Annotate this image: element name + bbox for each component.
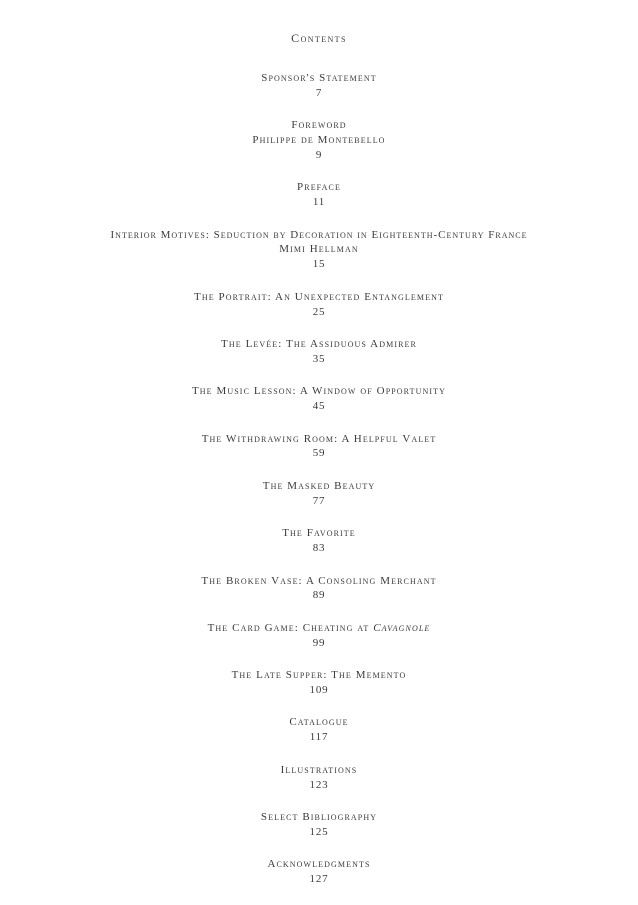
toc-entry-page: 59 xyxy=(312,447,326,460)
toc-entry-page: 35 xyxy=(312,352,326,365)
toc-entry-the-favorite xyxy=(0,526,638,556)
toc-entry-author: Mimi Hellman xyxy=(279,243,359,256)
toc-entry-page: 123 xyxy=(309,778,329,791)
toc-entry-title: Select Bibliography xyxy=(260,811,378,824)
toc-entry-catalogue xyxy=(0,715,638,745)
toc-entry-the-card-game xyxy=(0,621,638,651)
toc-entry-page: 83 xyxy=(312,542,326,555)
toc-entry-title: The Broken Vase: A Consoling Merchant xyxy=(201,574,437,587)
toc-entry-select-bibliography xyxy=(0,810,638,840)
toc-entry-page: 117 xyxy=(309,731,329,744)
toc-entry-title: The Favorite xyxy=(282,527,356,540)
toc-entry-page: 25 xyxy=(312,305,326,318)
toc-entry-title: The Levée: The Assiduous Admirer xyxy=(221,338,417,351)
toc-entry-the-levee xyxy=(0,337,638,367)
toc-entry-title: The Late Supper: The Memento xyxy=(231,669,407,682)
toc-entry-foreword xyxy=(0,118,638,163)
toc-entry-title-text: The Card Game: Cheating at xyxy=(207,621,374,634)
toc-entry-preface xyxy=(0,180,638,210)
toc-entry-title: Acknowledgments xyxy=(267,858,371,871)
toc-entry-the-portrait xyxy=(0,290,638,320)
toc-entry-the-withdrawing-room xyxy=(0,432,638,462)
toc-entry-author: Philippe de Montebello xyxy=(252,134,386,147)
toc-entry-page: 109 xyxy=(309,683,329,696)
toc-entry-title: Illustrations xyxy=(280,763,358,776)
toc-entry-the-music-lesson xyxy=(0,384,638,414)
toc-entry-title-italic: Cavagnole xyxy=(373,621,431,634)
table-of-contents xyxy=(0,71,638,905)
toc-entry-title: The Masked Beauty xyxy=(262,479,376,492)
toc-entry-page: 99 xyxy=(312,636,326,649)
toc-entry-page: 15 xyxy=(312,258,326,271)
toc-entry-page: 125 xyxy=(309,825,329,838)
toc-entry-acknowledgments xyxy=(0,857,638,887)
toc-entry-the-masked-beauty xyxy=(0,479,638,509)
toc-entry-page: 77 xyxy=(312,494,326,507)
toc-entry-title xyxy=(0,621,638,636)
toc-entry-page: 7 xyxy=(315,86,323,99)
toc-entry-the-late-supper xyxy=(0,668,638,698)
toc-entry-page: 45 xyxy=(312,400,326,413)
toc-entry-interior-motives xyxy=(0,228,638,273)
toc-entry-page: 89 xyxy=(312,589,326,602)
toc-entry-title: The Withdrawing Room: A Helpful Valet xyxy=(201,432,437,445)
toc-entry-title: The Music Lesson: A Window of Opportunity xyxy=(191,385,447,398)
toc-entry-illustrations xyxy=(0,763,638,793)
toc-entry-title: Foreword xyxy=(291,119,347,132)
toc-entry-title: Sponsor's Statement xyxy=(261,72,377,84)
toc-entry-page: 127 xyxy=(309,873,329,886)
page-title: Contents xyxy=(291,31,347,45)
toc-entry-sponsors-statement xyxy=(0,71,638,101)
toc-entry-title: Preface xyxy=(297,181,341,194)
toc-entry-page: 11 xyxy=(312,196,326,209)
toc-entry-title: The Portrait: An Unexpected Entanglement xyxy=(194,290,444,303)
toc-entry-title: Catalogue xyxy=(289,716,349,729)
toc-entry-the-broken-vase xyxy=(0,574,638,604)
toc-entry-page: 9 xyxy=(315,148,323,161)
toc-entry-title: Interior Motives: Seduction by Decoration in Eighteenth-Century France xyxy=(110,228,528,241)
